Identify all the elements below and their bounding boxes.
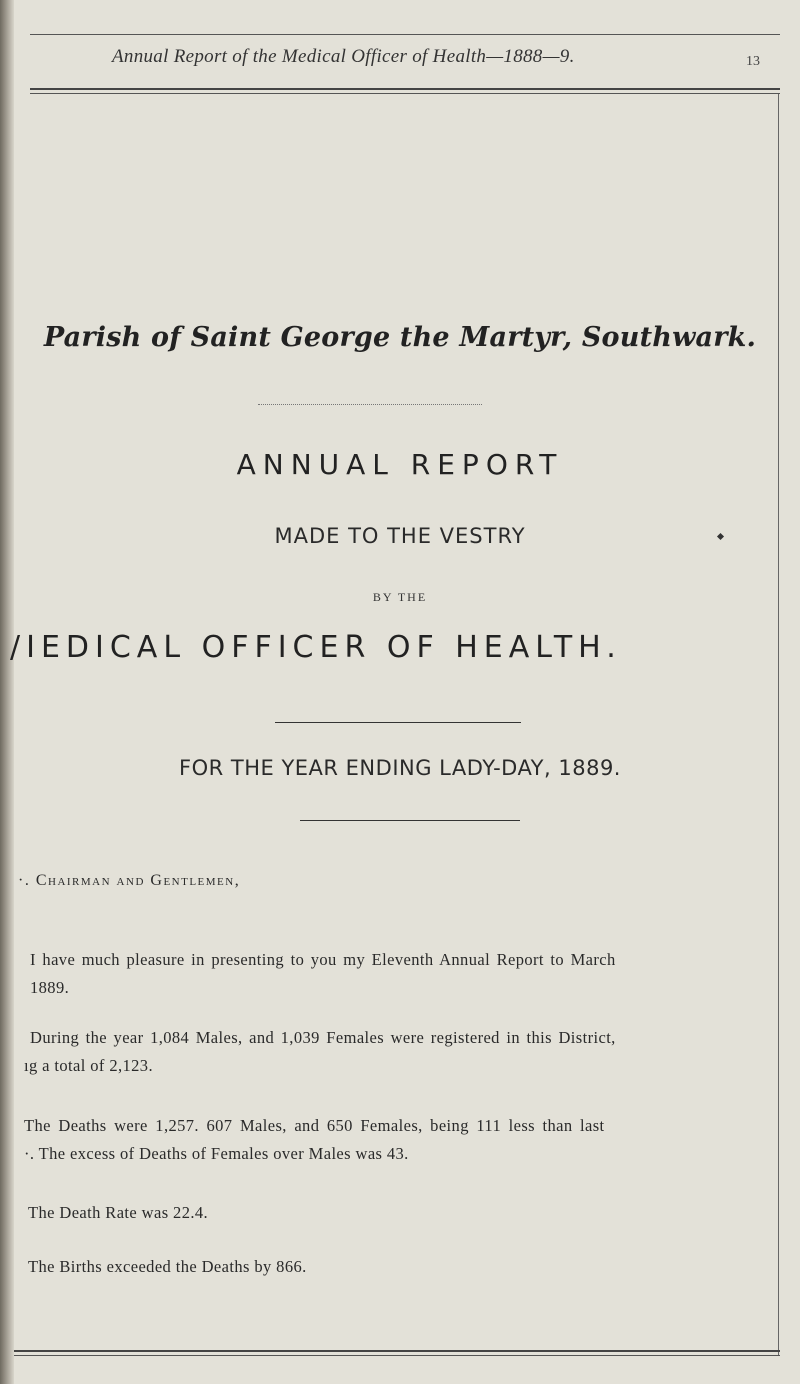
paragraph-1-line-1: I have much pleasure in presenting to you my Eleventh Annual Report to March [30,950,616,969]
right-frame-rule [778,94,779,1356]
report-heading: ANNUAL REPORT [236,448,564,481]
paragraph-5: The Births exceeded the Deaths by 866. [28,1257,307,1276]
by-the-line: BY THE [372,590,428,604]
divider-rule-2 [300,820,520,821]
bottom-rule-thin [14,1355,780,1356]
header-rule-thick [30,88,780,90]
paragraph-4: The Death Rate was 22.4. [28,1203,209,1222]
made-to-line: MADE TO THE VESTRY [274,524,526,548]
paragraph-1-line-2: 1889. [30,978,70,997]
header-title: Annual Report of the Medical Officer of Health—1888—9. [112,46,575,67]
dotted-divider [258,404,482,405]
running-header [30,40,770,90]
top-rule [30,34,780,35]
year-ending-line: FOR THE YEAR ENDING LADY-DAY, 1889. [179,756,621,780]
officer-title: /IEDICAL OFFICER OF HEALTH. [10,630,622,665]
book-binding-shadow [0,0,14,1384]
header-rule-thin [30,93,780,94]
salutation: ·. Chairman and Gentlemen, [18,872,241,889]
paragraph-3-line-2: ·. The excess of Deaths of Females over Males was 43. [24,1144,409,1163]
divider-rule-1 [275,722,521,723]
paragraph-2-line-1: During the year 1,084 Males, and 1,039 Females were registered in this District, [30,1028,616,1047]
parish-title: Parish of Saint George the Martyr, Southwark. [43,322,757,353]
paragraph-2-line-2: ıg a total of 2,123. [24,1056,153,1075]
page-number: 13 [746,54,760,69]
bottom-rule-thick [14,1350,780,1352]
paragraph-3-line-1: The Deaths were 1,257. 607 Males, and 650 Females, being 111 less than last [24,1116,605,1135]
